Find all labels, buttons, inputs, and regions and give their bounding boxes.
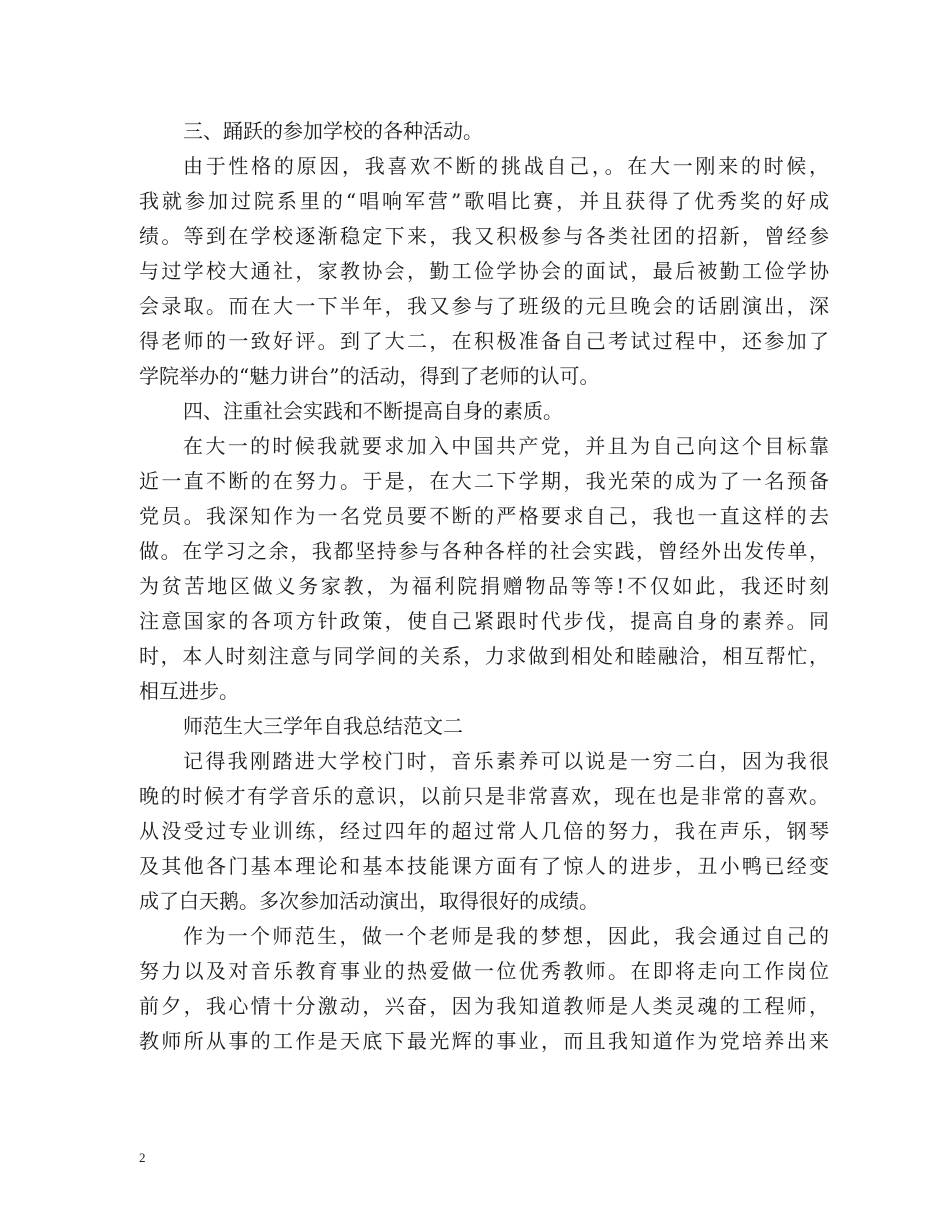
text-line: 从没受过专业训练，经过四年的超过常人几倍的努力，我在声乐，钢琴: [139, 819, 829, 843]
text-line: 注意国家的各项方针政策，使自己紧跟时代步伐，提高自身的素养。同: [139, 609, 829, 633]
text-line: 与过学校大通社，家教协会，勤工俭学协会的面试，最后被勤工俭学协: [139, 259, 829, 283]
heading-activities: 三、踊跃的参加学校的各种活动。: [183, 119, 483, 143]
text-line: 成了白天鹅。多次参加活动演出，取得很好的成绩。: [139, 889, 599, 913]
text-line: 学院举办的“魅力讲台”的活动，得到了老师的认可。: [139, 364, 600, 388]
text-line: 及其他各门基本理论和基本技能课方面有了惊人的进步，丑小鸭已经变: [139, 854, 829, 878]
text-line: 绩。等到在学校逐渐稳定下来，我又积极参与各类社团的招新，曾经参: [139, 224, 829, 248]
text-line: 得老师的一致好评。到了大二，在积极准备自己考试过程中，还参加了: [139, 329, 829, 353]
text-line: 相互进步。: [139, 679, 239, 703]
text-line: 由于性格的原因，我喜欢不断的挑战自己，。在大一刚来的时候，: [183, 154, 829, 178]
text-line: 前夕，我心情十分激动，兴奋，因为我知道教师是人类灵魂的工程师，: [139, 994, 829, 1018]
text-line: 近一直不断的在努力。于是，在大二下学期，我光荣的成为了一名预备: [139, 469, 829, 493]
page-number: 2: [139, 1150, 146, 1165]
text-line: 为贫苦地区做义务家教，为福利院捐赠物品等等!不仅如此，我还时刻: [139, 574, 829, 598]
text-line: 晚的时候才有学音乐的意识，以前只是非常喜欢，现在也是非常的喜欢。: [139, 784, 829, 808]
text-line: 党员。我深知作为一名党员要不断的严格要求自己，我也一直这样的去: [139, 504, 829, 528]
text-line: 记得我刚踏进大学校门时，音乐素养可以说是一穷二白，因为我很: [183, 749, 829, 773]
text-line: 做。在学习之余，我都坚持参与各种各样的社会实践，曾经外出发传单，: [139, 539, 829, 563]
text-line: 我就参加过院系里的“唱响军营”歌唱比赛，并且获得了优秀奖的好成: [139, 189, 829, 213]
section-title: 师范生大三学年自我总结范文二: [183, 714, 463, 738]
text-line: 时，本人时刻注意与同学间的关系，力求做到相处和睦融洽，相互帮忙，: [139, 644, 829, 668]
text-line: 努力以及对音乐教育事业的热爱做一位优秀教师。在即将走向工作岗位: [139, 959, 829, 983]
text-line: 作为一个师范生，做一个老师是我的梦想，因此，我会通过自己的: [183, 924, 829, 948]
text-line: 会录取。而在大一下半年，我又参与了班级的元旦晚会的话剧演出，深: [139, 294, 829, 318]
heading-social-practice: 四、注重社会实践和不断提高自身的素质。: [183, 399, 563, 423]
text-line: 教师所从事的工作是天底下最光辉的事业，而且我知道作为党培养出来: [139, 1029, 829, 1053]
text-line: 在大一的时候我就要求加入中国共产党，并且为自己向这个目标靠: [183, 434, 829, 458]
